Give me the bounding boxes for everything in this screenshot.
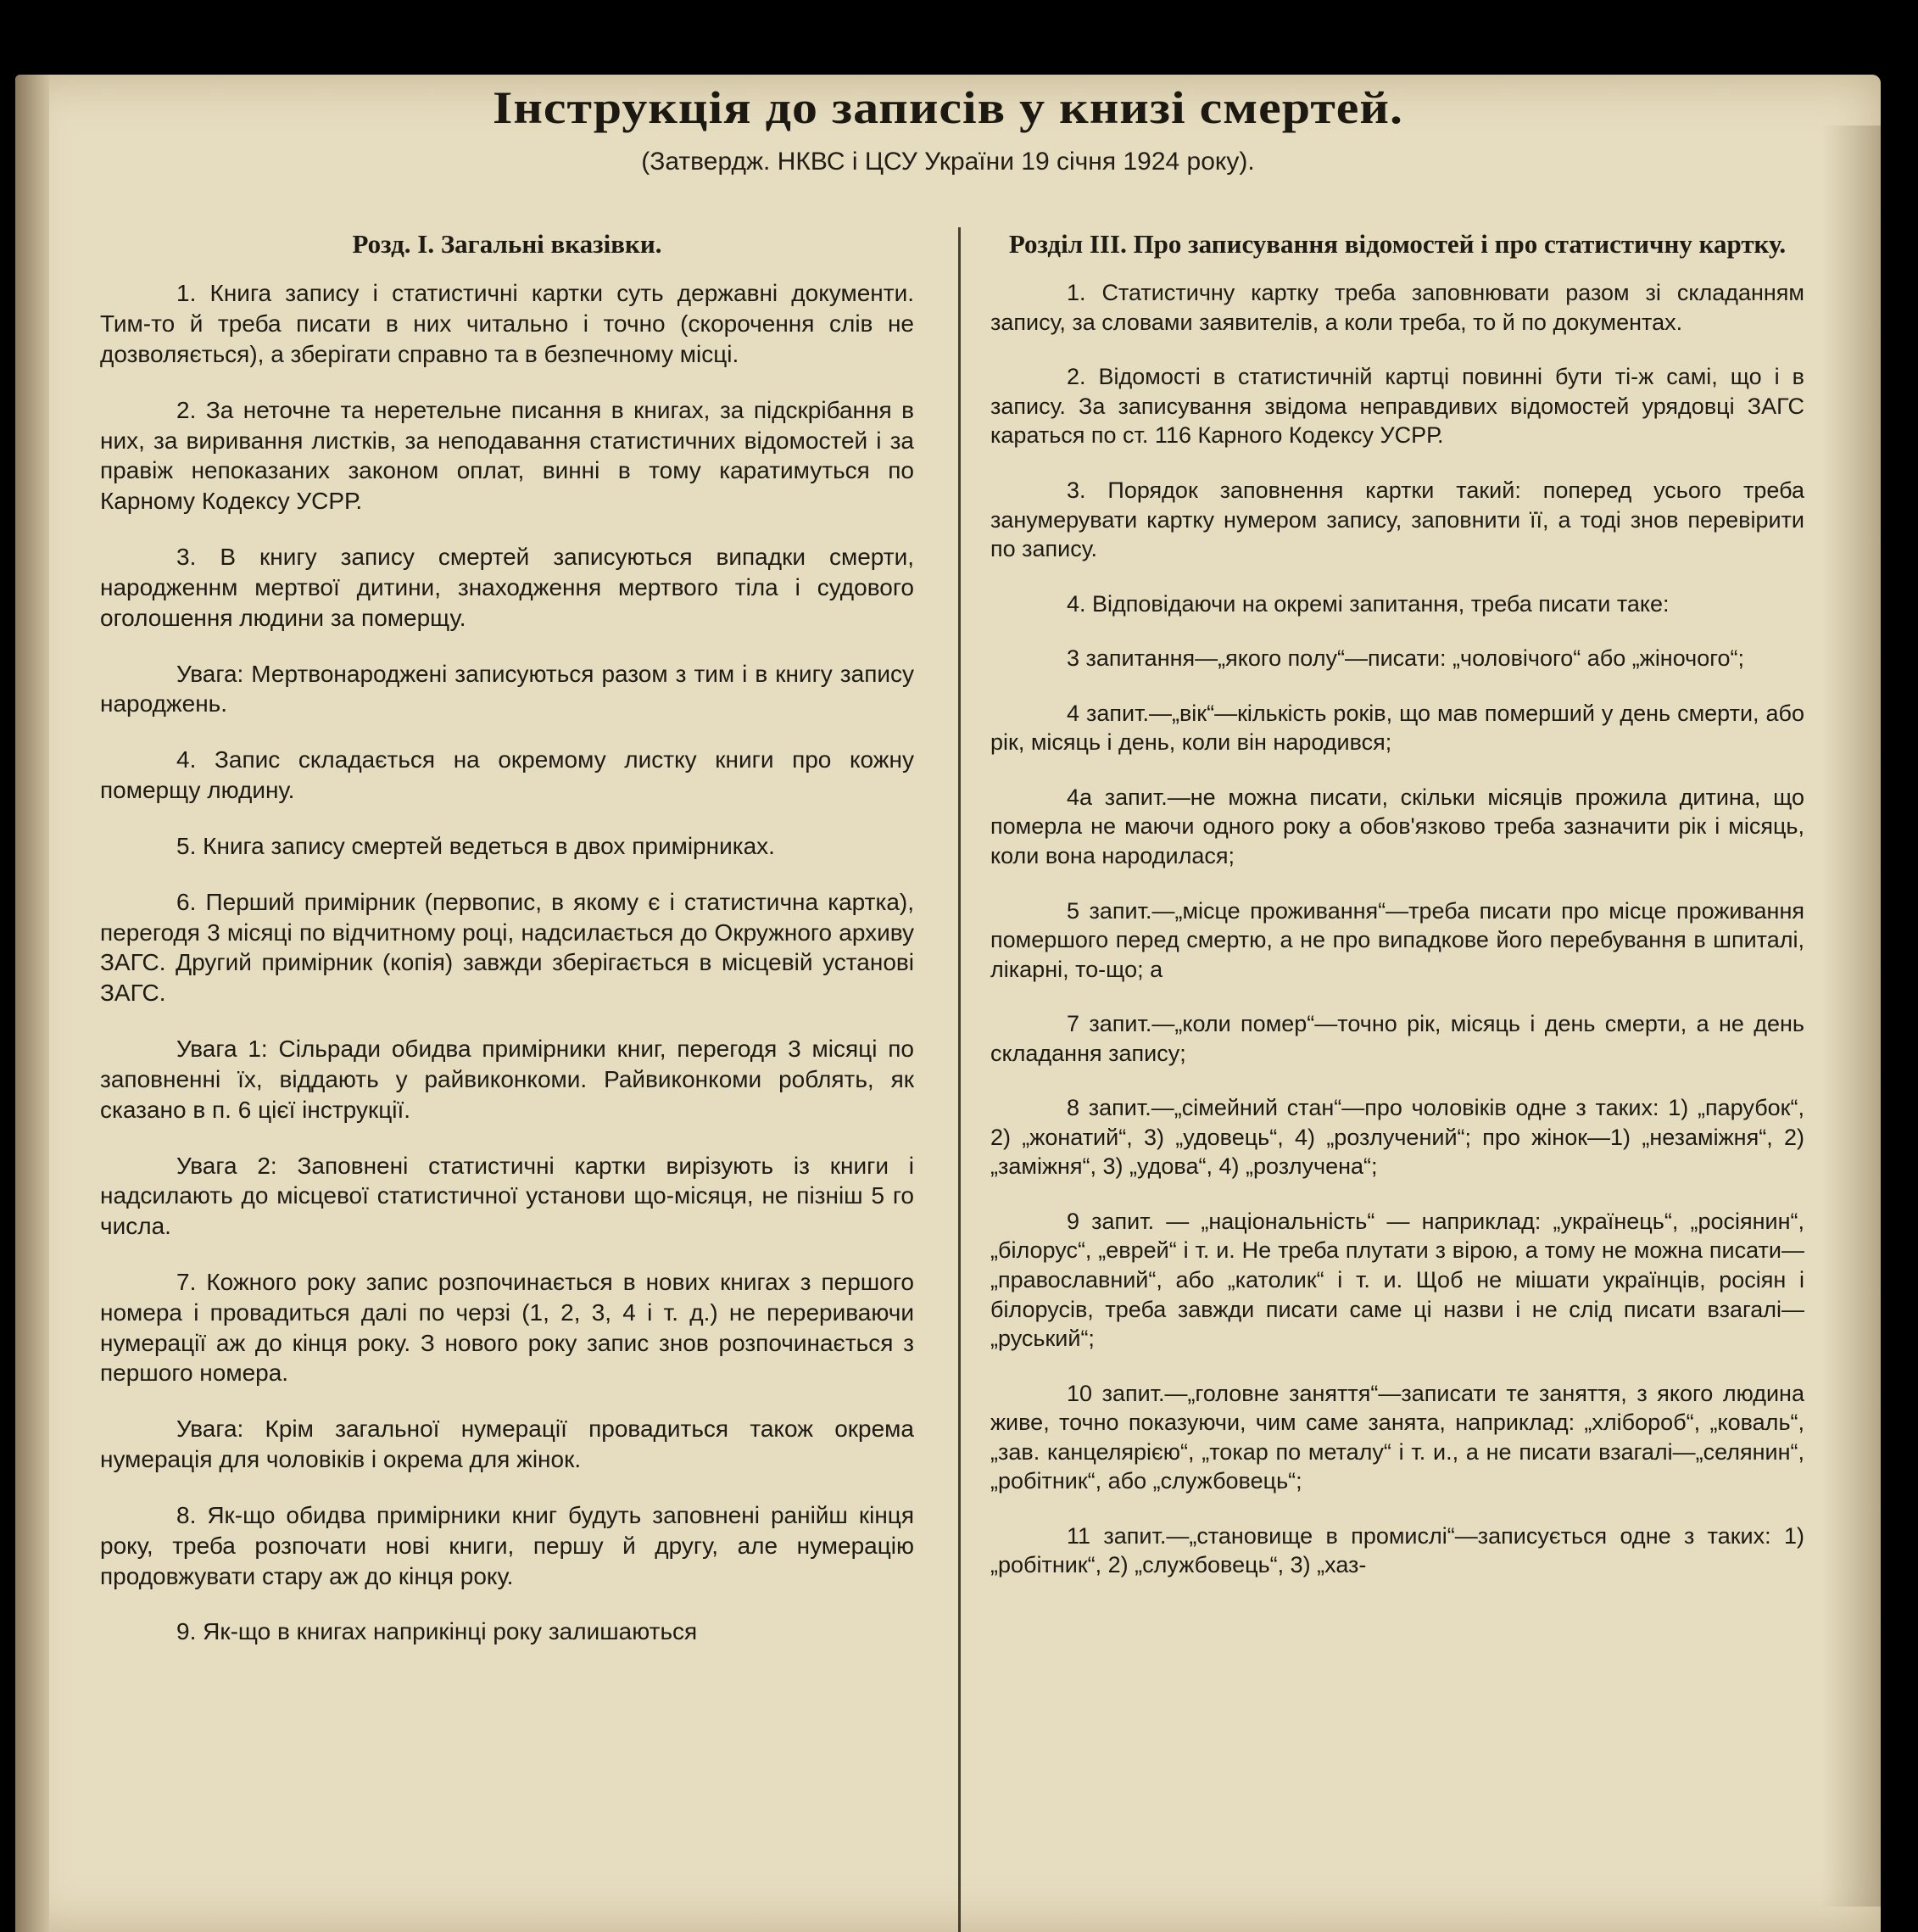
- page-edge: [1821, 126, 1881, 1907]
- paragraph: 2. Відомості в статистичній картці повинні бути ті-ж самі, що і в запису. За записування звідома неправдивих відомостей урядовці ЗАГС караться по ст. 116 Карного Кодексу УСРР.: [990, 364, 1804, 449]
- section-title-right: Розділ III. Про записування відомостей і про статистичну картку.: [1008, 229, 1787, 259]
- book-spine: [15, 75, 49, 1932]
- note-paragraph: Увага 2: Заповнені статистичні картки вирізують із книги і надсилають до місцевої статистичної установи що-місяця, не пізніш 5 го числа.: [100, 1152, 914, 1240]
- paragraph: 7 запит.—„коли помер“—точно рік, місяць і день смерти, а не день складання запису;: [990, 1011, 1804, 1066]
- paragraph: 1. Книга запису і статистичні картки суть державні документи. Тим-то й треба писати в них читально і точно (скорочення слів не дозволяється), а зберігати справно та в безпечному місці.: [100, 280, 914, 367]
- right-column: [990, 221, 1804, 1915]
- paragraph: 8 запит.—„сімейний стан“—про чоловіків одне з таких: 1) „парубок“, 2) „жонатий“, 3) „удовець“, 4) „розлучений“; про жінок—1) „незаміжня“, 2) „заміжня“, 3) „удова“, 4) „розлучена“;: [990, 1095, 1804, 1180]
- paragraph: 10 запит.—„головне заняття“—записати те заняття, з якого людина живе, точно показуючи, чим саме занята, наприклад: „хлібороб“, „коваль“, „зав. канцелярією“, „токар по металу“ і т. и., а не писати взагалі—„селянин“, „робітник“, або „службовець“;: [990, 1380, 1804, 1494]
- section-title-left: Розд. I. Загальні вказівки.: [352, 229, 662, 259]
- column-divider: [958, 227, 961, 1932]
- document-page: [15, 75, 1881, 1932]
- note-paragraph: Увага 1: Сільради обидва примірники книг, перегодя 3 місяці по заповненні їх, віддають у райвиконкоми. Райвиконкоми роблять, як сказано в п. 6 цієї інструкції.: [100, 1036, 914, 1123]
- paragraph: 4. Запис складається на окремому листку книги про кожну померщу людину.: [100, 746, 914, 804]
- paragraph: 6. Перший примірник (первопис, в якому є і статистична картка), перегодя 3 місяці по відчитному році, надсилається до Окружного архиву ЗАГС. Другий примірник (копія) завжди зберігається в місцевій установі ЗАГС.: [100, 888, 914, 1007]
- paragraph: 3. В книгу запису смертей записуються випадки смерти, народженнм мертвої дитини, знаходження мертвого тіла і судового оголошення людини за померщу.: [100, 544, 914, 631]
- document-title: Інструкція до записів у книзі смертей.: [493, 82, 1403, 133]
- document-header: [49, 75, 1847, 176]
- paragraph: 4 запит.—„вік“—кількість років, що мав померший у день смерти, або рік, місяць і день, коли він народився;: [990, 700, 1804, 756]
- paragraph: 5. Книга запису смертей ведеться в двох примірниках.: [176, 832, 775, 859]
- note-paragraph: Увага: Мертвонароджені записуються разом з тим і в книгу запису народжень.: [100, 660, 914, 718]
- paragraph: 8. Як-що обидва примірники книг будуть заповнені ранійш кінця року, треба розпочати нові книги, першу й другу, але нумерацію продовжувати стару аж до кінця року.: [100, 1501, 914, 1589]
- paragraph: 1. Статистичну картку треба заповнювати разом зі складанням запису, за словами заявителів, а коли треба, то й по документах.: [990, 280, 1804, 335]
- paragraph: 3 запитання—„якого полу“—писати: „чоловічого“ або „жіночого“;: [1067, 645, 1744, 672]
- left-column: [100, 221, 914, 1915]
- paragraph: 11 запит.—„становище в промислі“—записується одне з таких: 1) „робітник“, 2) „службовець“, 3) „хаз-: [990, 1522, 1804, 1578]
- paragraph: 4а запит.—не можна писати, скільки місяців прожила дитина, що померла не маючи одного року а обов'язково треба зазначити рік і місяць, коли вона народилася;: [990, 784, 1804, 868]
- note-paragraph: Увага: Крім загальної нумерації провадиться також окрема нумерація для чоловіків і окрема для жінок.: [100, 1415, 914, 1473]
- document-subtitle: (Затвердж. НКВС і ЦСУ України 19 січня 1924 року).: [641, 148, 1255, 176]
- paragraph: 9 запит. — „національність“ — наприклад: „українець“, „росіянин“, „білорус“, „еврей“ і т. и. Не треба плутати з вірою, а тому не можна писати—„православний“, або „католик“ і т. и. Щоб не мішати українців, росіян і білорусів, треба завжди писати саме ці назви і не слід писати взагалі—„руський“;: [990, 1208, 1804, 1352]
- paragraph: 9. Як-що в книгах наприкінці року залишаються: [176, 1618, 698, 1645]
- paragraph: 7. Кожного року запис розпочинається в нових книгах з першого номера і провадиться далі по черзі (1, 2, 3, 4 і т. д.) не перериваючи нумерації аж до кінця року. З нового року запис знов розпочинається з першого номера.: [100, 1269, 914, 1387]
- paragraph: 4. Відповідаючи на окремі запитання, треба писати таке:: [1067, 590, 1670, 617]
- paragraph: 3. Порядок заповнення картки такий: поперед усього треба занумерувати картку нумером запису, заповнити її, а тоді знов перевірити по запису.: [990, 477, 1804, 562]
- paragraph: 2. За неточне та неретельне писання в книгах, за підскрібання в них, за виривання листків, за неподавання статистичних відомостей і за правіж непоказаних законом оплат, винні в тому каратимуться по Карному Кодексу УСРР.: [100, 396, 914, 515]
- paragraph: 5 запит.—„місце проживання“—треба писати про місце проживання помершого перед смертю, а не про випадкове його перебування в шпиталі, лікарні, то-що; а: [990, 897, 1804, 982]
